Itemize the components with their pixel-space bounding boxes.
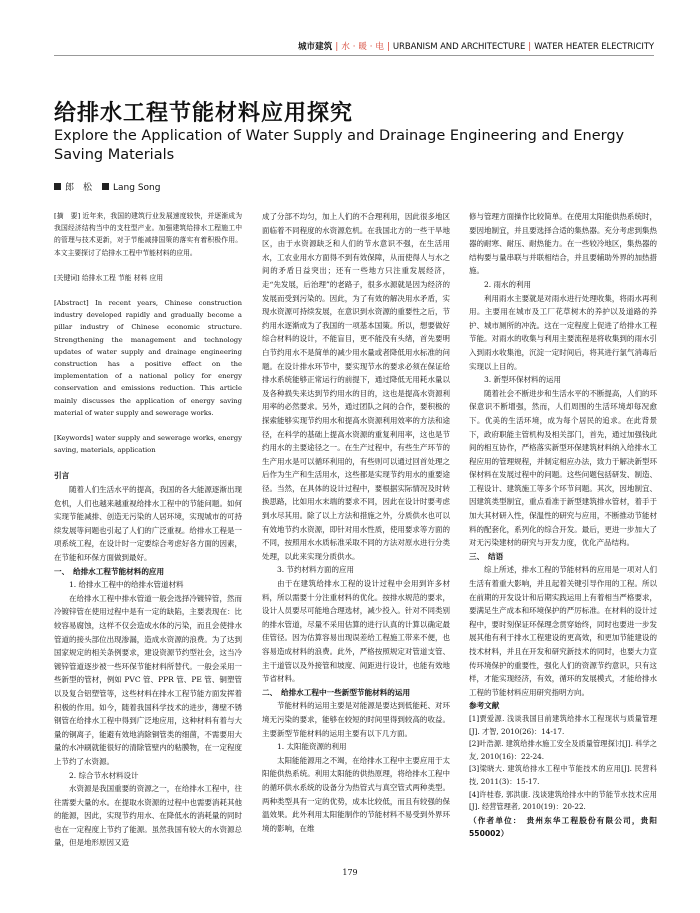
section-2-heading: 二、 给排水工程中一些新型节能材料的运用	[262, 687, 411, 697]
subsection-1-3-text: 由于在建筑给排水工程的设计过程中会用到许多材料，所以需要十分注重材料的优化。按排水规范的要求，设计人员要尽可能地合理选材，减少投入。针对不同类别的排水管道，尽量不采用估算的进行认真的计算以确定最佳管径。因为估算容易出现误差给工程施工带来不便，也容易造成材料的浪费。此外，严格按照规定对管道支管、主干道管以及外接管和坡度、间距进行设计，也能有效地节省材料。	[262, 579, 450, 684]
column-2	[262, 210, 450, 835]
section-3-heading: 三、 结语	[469, 551, 504, 561]
subsection-2-3-text: 随着社会不断进步和生活水平的不断提高，人们的环保意识不断增强，然而，人们周围的生活环境却每况愈下。优美的生活环境，成为每个居民的追求。在此背景下，政府职能主管机构及相关部门，首先，通过加强钱此间的相互协作，严格落实新型环保建筑材料纳入给排水工程应用的管理规程，并制定相应办法，致力于解决新型环保材料在发展过程中的问题。这些问题包括研发、制造、工程设计、建筑施工等多个环节问题。其次，因地制宜、因建筑类型制宜，重点看准于新型建筑排水管材，着手于加大其材研入性，保温性的研究与应用，不断推动节能材料的配套化，系列化的综合开发。最后，更进一步加大了对无污染建材的研究与开发力度，优化产品结构。	[469, 388, 657, 548]
author-line	[54, 180, 160, 193]
section-3-text: 综上所述，排水工程的节能材料的应用是一项对人们生活有着重大影响，并且起着关键引导作用的工程。所以在前期的开发设计和后期实践运用上有着相当严格要求，要满足生产成本和环境保护的严厉标准。在材料的设计过程中，要时刻保证环保理念贯穿始终，同时也要进一步发展其他有利于排水工程建设的更高效，和更加节能建设的技术材料，并且在开发和研究新技术的同时，也要大力宣传环境保护的重要性，强化人们的资源节约意识，只有这样，才能实现经济，有效，循环的发展模式，才能给排水工程的节能材料应用研究指明方向。	[469, 565, 657, 697]
reference-item: [4]许桂春, 郭洪康. 浅谈建筑给排水中的节能节水技术应用[J]. 经营管理者, 2010(19)：20-22.	[469, 789, 657, 812]
abstract-en: [Abstract] In recent years, Chinese construction industry developed rapidly and gradually become a pillar industry of Chinese economic structure. Strengthening the management and technology updates of water supply and drainage engineering construction has a positive effect on the implementation of a national policy for energy conservation and emissions reduction. This article mainly discusses the application of energy saving material of water supply and sewerage works.	[54, 299, 242, 417]
reference-item: [1]贾爱源. 浅谈我国目前建筑给排水工程现状与质量管理[J]. 才智, 2010(26)：14-17.	[469, 713, 657, 736]
subsection-1-2-text: 水资源是我国重要的资源之一，在给排水工程中，往往需要大量的水。在提取水资源的过程中也需要消耗其他的能源，因此，实现节约用水、在降低水的消耗量的同时也在一定程度上节约了能源。虽然我国有较大的水资源总量，但是地形原因又造	[54, 784, 242, 848]
column-3	[469, 210, 657, 841]
keywords-cn: [关键词] 给排水工程 节能 材料 应用	[54, 273, 164, 282]
paragraph: 修与管理方面操作比较简单。在使用太阳能供热系统时，要因地制宜，并且要选择合适的集热器。充分考虑到集热器的耐寒、耐压、耐热能力。在一些较冷地区，集热器的结构要与量串联与并联相结合，并且要辅助外界的加热措施。	[469, 212, 657, 276]
subsection-2-2-heading: 2. 雨水的利用	[484, 279, 532, 289]
square-bullet-icon	[102, 183, 109, 190]
keywords-en: [Keywords] water supply and sewerage works, energy saving, materials, application	[54, 434, 242, 455]
references-heading: 参考文献	[469, 701, 500, 711]
reference-item: [2]叶浩源. 建筑给排水施工安全及质量管理探讨[J]. 科学之友, 2010(16)：22-24.	[469, 739, 657, 761]
article-title-cn: 给排水工程节能材料应用探究	[54, 101, 354, 126]
section-2-intro: 节能材料的运用主要是对能源是要达到低能耗、对环境无污染的要求，能够在较短的时间里得到较高的收益。主要新型节能材料的运用主要有以下几方面。	[262, 701, 450, 738]
subsection-1-3-heading: 3. 节约材料方面的应用	[277, 565, 355, 575]
intro-paragraph: 随着人们生活水平的提高，我国的各大能源逐渐出现危机，人们也越来越重视给排水工程中的节能问题。如何实现节能减排、创造无污染的人居环境，实现城市的可持续发展等问题也引起了人们的广泛重视。给排水工程是一项系统工程，在设计时一定要综合考虑好各方面的因素，在节能和环保方面做到最好。	[54, 485, 242, 563]
square-bullet-icon	[54, 183, 61, 190]
reference-item: [3]梁晓大. 建筑给排水工程中节能技术的应用[J]. 民营科技, 2011(3)：15-17.	[469, 764, 657, 786]
author-name-cn: 郎 松	[65, 183, 93, 193]
intro-heading: 引言	[54, 471, 70, 481]
author-name-en: Lang Song	[113, 183, 161, 193]
abstract-cn: [摘 要] 近年来，我国的建筑行业发展速度较快，并逐渐成为我国经济结构当中的支柱型产业。加强建筑给排水工程施工中的管理与技术更新，对于节能减排国策的落实有着积极作用。本文主要探讨了给排水工程中节能材料的应用。	[54, 212, 242, 257]
page-number: 179	[342, 868, 358, 877]
subsection-2-2-text: 利用雨水主要就是对雨水进行处理收集，将雨水再利用。主要用在城市及工厂花草树木的养护以及道路的养护、城市厕所的冲洗。这在一定程度上促进了给排水工程节能。对雨水的收集与利用主要流程是将收集到的雨水引入到雨水收集池，沉淀一定时间后，将其进行氯气消毒后实现以上目的。	[469, 293, 657, 371]
running-header	[298, 40, 654, 52]
header-separator: |	[335, 42, 339, 52]
subsection-1-1-text: 在给排水工程中排水管道一般会选择冷镀锌管，然而冷镀锌管在使用过程中是有一定的缺陷，主要表现在：比较容易腐蚀，这样不仅会造成水体的污染，而且会使排水管道的接头部位出现渗漏，造成水资源的浪费。为了达到国家规定的相关条例要求，建设资源节约型社会，这当冷镀锌管道逐步被一些环保节能材料所替代。一般会采用一些新型的管材，例如 PVC 管、PPR 管、PE 管、铜塑管以及复合铝塑管等，这些材料在排水工程节能方面发挥着积极的作用。如今，随着我国科学技术的进步，薄壁不锈钢管在给排水工程中得到广泛地应用，这种材料有着与大量的铜离子，能避有效地消除铜管类的细菌，不需要用大量的水冲刷就能很好的清除管壁内的粘膜物，在一定程度上节约了水资源。	[54, 593, 242, 766]
author-affiliation: （作者单位： 贵州东华工程股份有限公司，贵阳550002）	[469, 815, 657, 839]
header-category-cn: 城市建筑	[297, 42, 333, 52]
header-tags: 水 · 暖 · 电	[341, 42, 384, 52]
subsection-2-3-heading: 3. 新型环保材料的运用	[484, 375, 562, 385]
section-1-heading: 一、 给排水工程节能材料的应用	[54, 566, 165, 576]
header-rule	[54, 55, 654, 56]
subsection-1-2-heading: 2. 综合节水材料设计	[69, 770, 139, 780]
subsection-2-1-heading: 1. 太阳能资源的利用	[277, 742, 347, 752]
header-category-en: URBANISM AND ARCHITECTURE	[392, 42, 526, 52]
subsection-1-1-heading: 1. 给排水工程中的给排水管道材料	[69, 580, 184, 590]
column-1	[54, 210, 242, 850]
subsection-2-1-text: 太阳能能源用之不竭，在给排水工程中主要应用于太阳能供热系统。利用太阳能的供热原理，将给排水工程中的循环供水系统的设备分为热管式与真空管式两种类型。两种类型具有一定的优势，成本比较低，而且有较强的保温效果。此外利用太阳能制作的节能材料不易受到外界环境的影响，在维	[262, 755, 450, 833]
header-separator: |	[386, 42, 390, 52]
paragraph: 成了分部不均匀，加上人们的不合理利用，因此很多地区面临着不同程度的水资源危机。在我国北方的一些干旱地区，由于水资源缺乏和人们的节水意识不强，在生活用水，工农业用水方面得不到有效保障，从而使得人与水之间的矛盾日益突出；还有一些地方只注重发展经济，走“先发展，后治理”的老路子，很多水源就是因为经济的发展而受到污染的。因此，为了有效的解决用水矛盾，实现水资源可持续发展，在意识到水资源的重要性之后，节约用水逐渐成为了我国的一项基本国策。所以，想要做好综合材料的设计，不能盲目，更不能没有头绪，首先要明白节约用水不是简单的减少用水量或者降低用水标准的问题。在设计排水环节中，要实现节水的要求必须在保证给排水系统能够正常运行的前提下，通过降低无用耗水量以及各种损失来达到节约用水的目的，这也是提高水资源利用率的必然要求。另外，通过团队之间的合作，要积极的探索能够实现节约用水和提高水资源利用效率的方法和途径，在科学的基础上提高水资源的重复利用率，这也是节约用水的主要途径之一。在生产过程中，有些生产环节的生产用水是可以循环利用的，有些则可以通过回首处理之后作为生产和生活用水，这些都是实现节约用水的重要途径。当然，在具体的设计过程中，要根据实际情况及时转换思路，比如用水末端的要求不同，因此在设计时要考虑到水尽其用。除了以上方法和措施之外，分质供水也可以有效地节约水资源，即针对用水性质，使用要求等方面的不同，按照用水水质标准采取不同的方法对原水进行分类处理，以此来实现分质供水。	[262, 212, 450, 561]
header-separator: |	[528, 42, 532, 52]
header-category-en-2: WATER HEATER ELECTRICITY	[534, 42, 654, 52]
article-title-en: Explore the Application of Water Supply and Drainage Engineering and Energy Saving Materials	[54, 128, 625, 163]
